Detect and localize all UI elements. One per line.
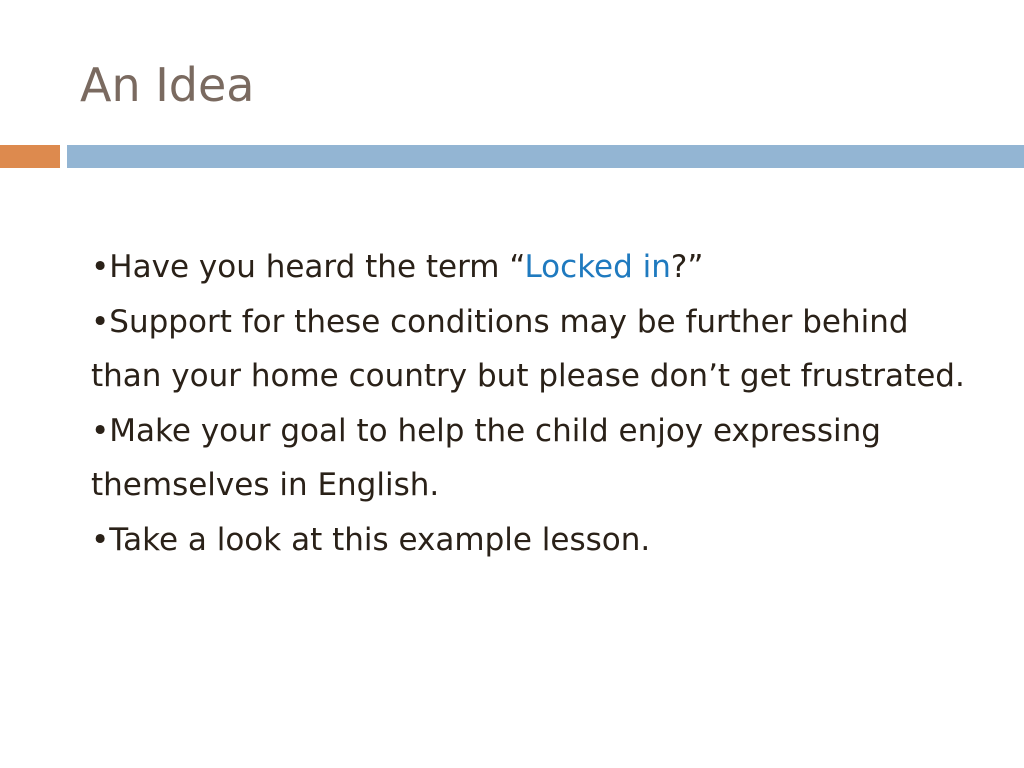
bullet-text: Take a look at this example lesson. — [109, 521, 651, 558]
bullet-text-end: ?” — [670, 249, 704, 285]
bullet-item — [91, 295, 971, 404]
bullet-marker: • — [91, 412, 110, 449]
bullet-marker: • — [91, 249, 110, 285]
bullet-text: Have you heard the term “ — [109, 249, 525, 285]
bullet-item — [91, 240, 971, 295]
bullet-marker: • — [91, 303, 110, 340]
locked-in-link[interactable]: Locked in — [524, 249, 671, 285]
title-accent-bar — [0, 145, 60, 168]
bullet-text: Make your goal to help the child enjoy expressing themselves in English. — [91, 412, 881, 503]
title-divider-bar — [67, 145, 1024, 168]
bullet-marker: • — [91, 521, 110, 558]
bullet-item — [91, 404, 971, 513]
slide-title: An Idea — [80, 58, 255, 112]
bullet-item — [91, 513, 971, 568]
bullet-text: Support for these conditions may be further behind than your home country but please don’t get frustrated. — [91, 303, 965, 394]
bullet-list — [91, 240, 971, 567]
